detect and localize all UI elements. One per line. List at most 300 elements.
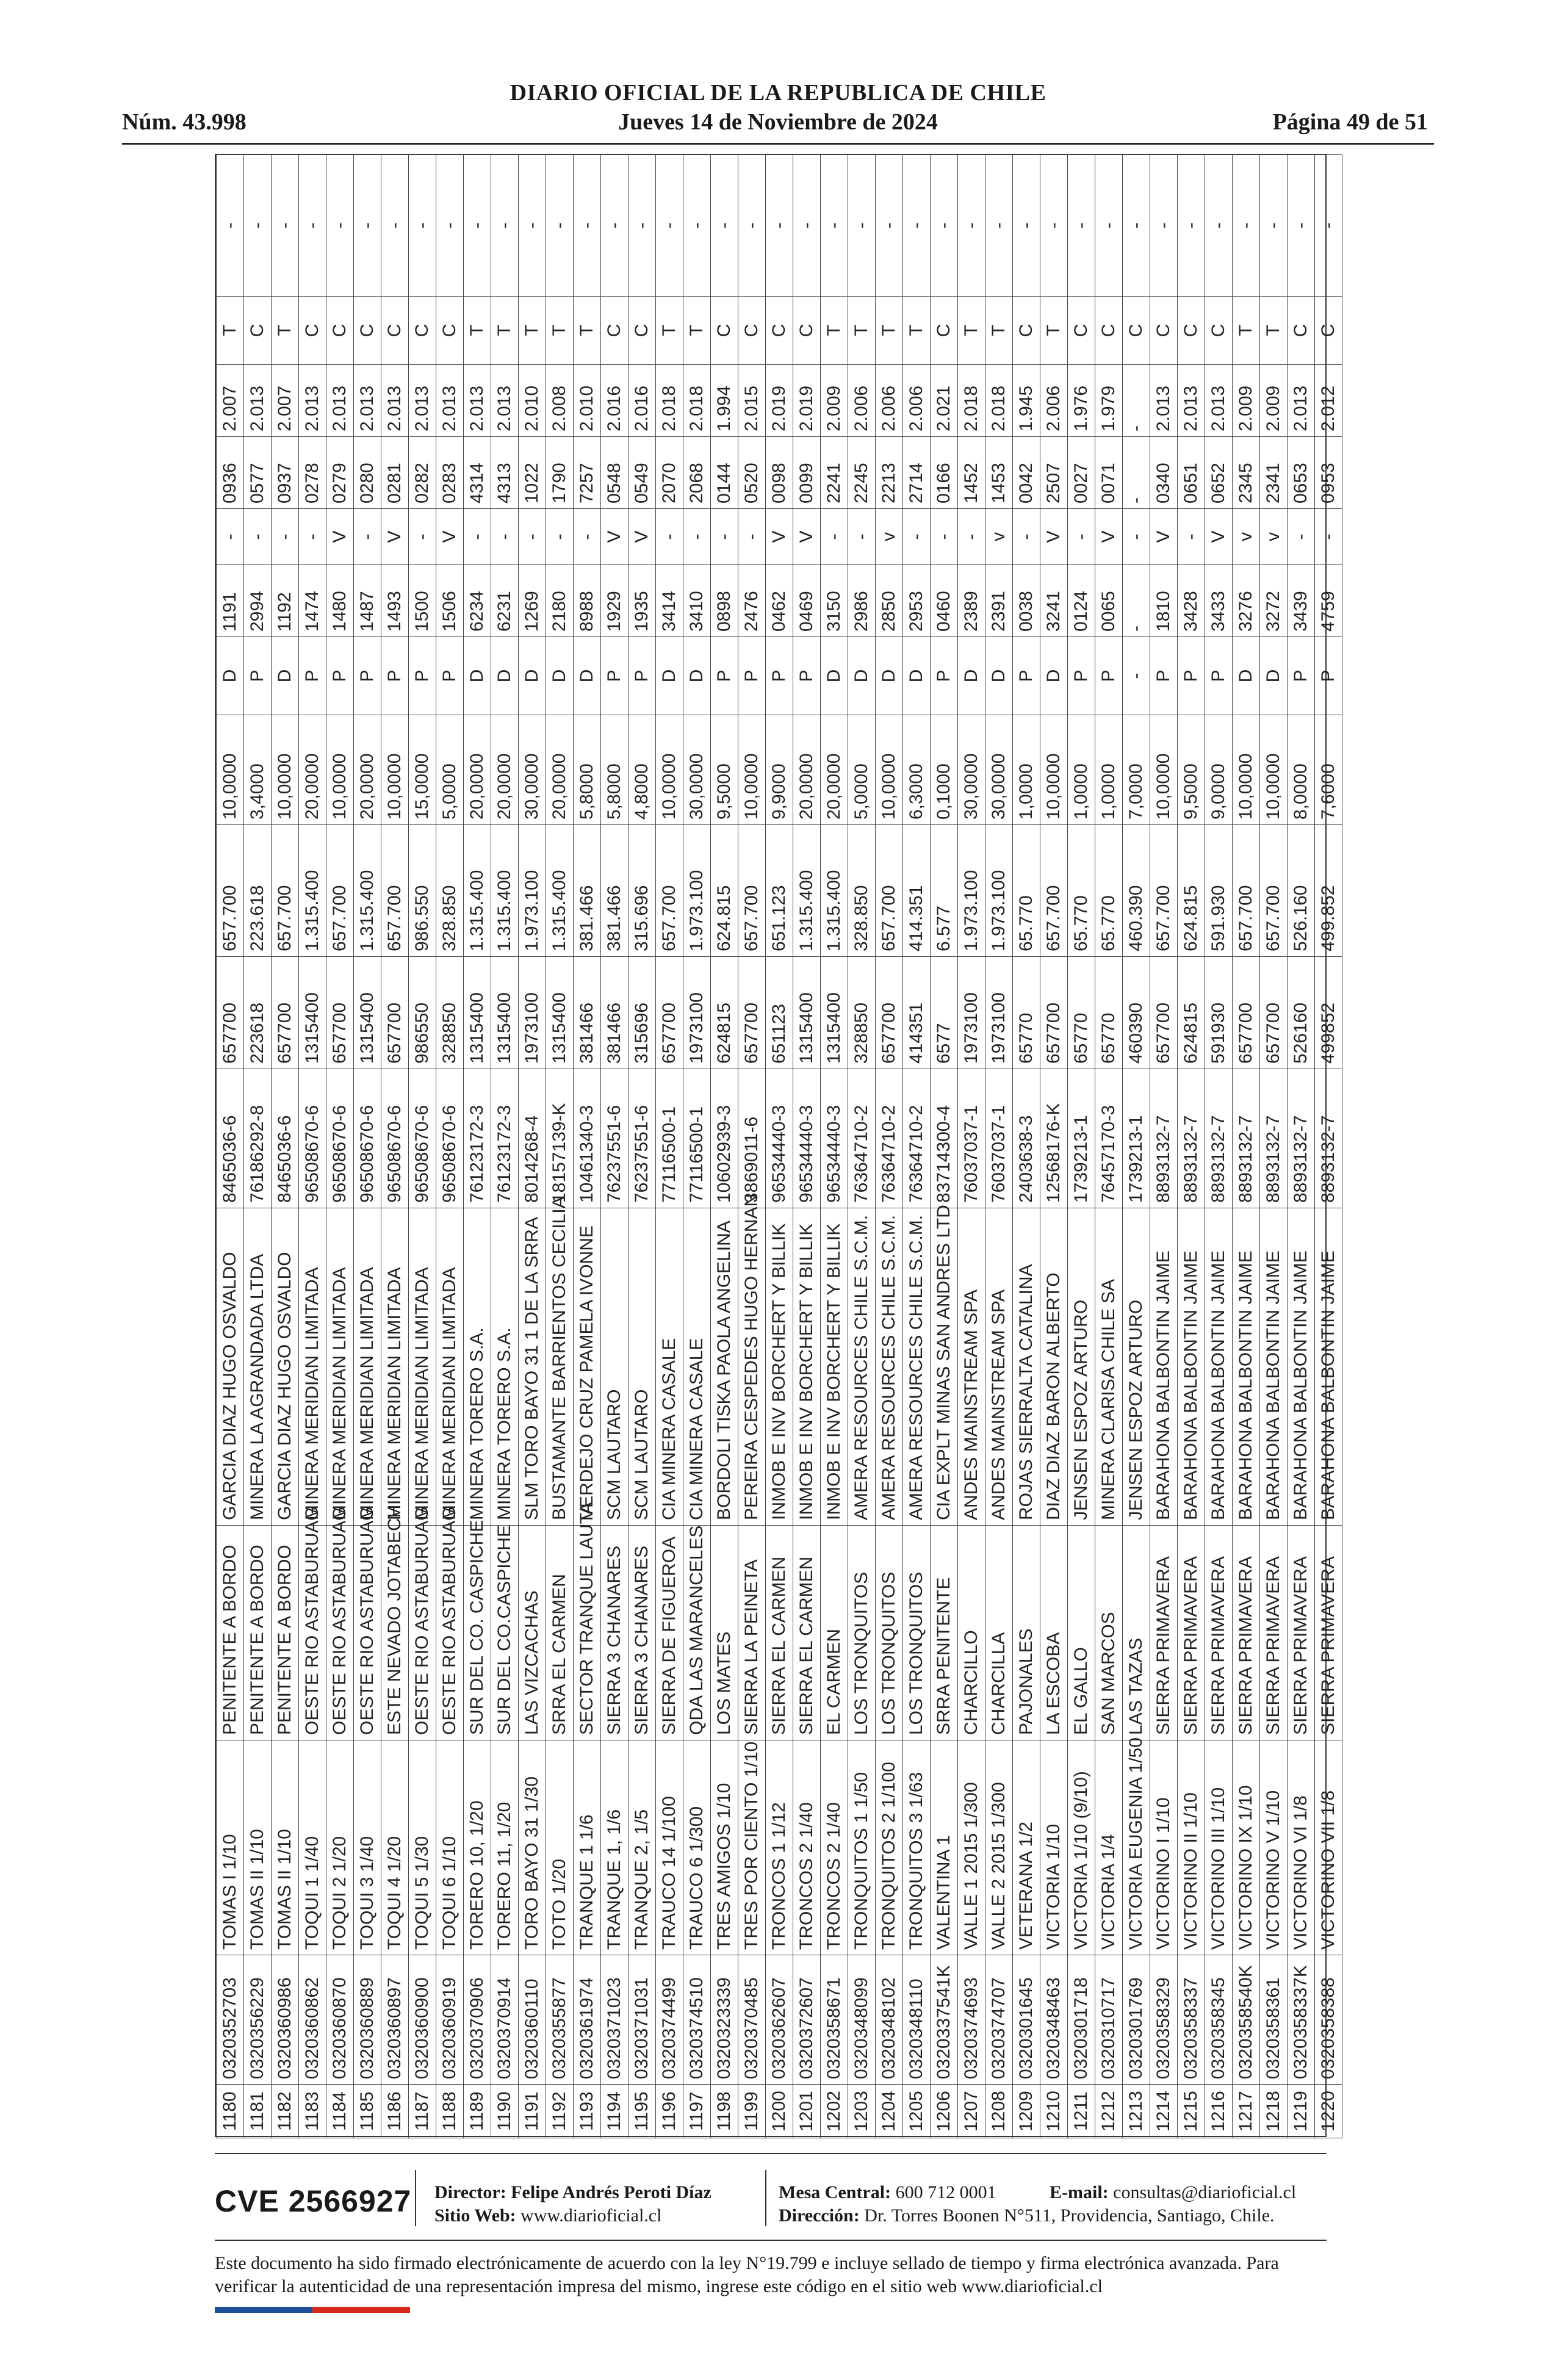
- table-cell: 1192: [272, 565, 299, 637]
- table-cell: SUR DEL CO. CASPICHE: [464, 1526, 491, 1740]
- table-cell: TRAUCO 6 1/300: [683, 1740, 711, 1955]
- table-cell: 0283: [436, 437, 464, 509]
- table-cell: 1189: [464, 2085, 491, 2138]
- table-cell: P: [766, 637, 793, 715]
- page-number: Página 49 de 51: [1272, 109, 1428, 135]
- publication-title: DIARIO OFICIAL DE LA REPUBLICA DE CHILE: [510, 80, 1046, 106]
- table-cell: 9,9000: [766, 715, 793, 825]
- table-cell: 657.700: [876, 825, 903, 957]
- table-cell: T: [876, 297, 903, 365]
- table-cell: 986550: [409, 957, 436, 1069]
- table-cell: 1935: [629, 565, 656, 637]
- table-cell: P: [1288, 637, 1315, 715]
- table-row: [244, 155, 272, 2138]
- table-cell: 0320356229: [244, 1955, 272, 2085]
- publication-date: Jueves 14 de Noviembre de 2024: [618, 109, 938, 135]
- table-cell: 0549: [629, 437, 656, 509]
- table-cell: -: [738, 155, 766, 297]
- table-cell: D: [1233, 637, 1260, 715]
- table-row: [629, 155, 656, 2138]
- table-cell: TRONQUITOS 1 1/50: [848, 1740, 876, 1955]
- table-cell: -: [821, 155, 848, 297]
- table-cell: 2345: [1233, 437, 1260, 509]
- table-cell: 0320360110: [519, 1955, 546, 2085]
- table-cell: P: [409, 637, 436, 715]
- table-cell: 76237551-6: [601, 1069, 629, 1208]
- table-cell: SIERRA 3 CHANARES: [601, 1526, 629, 1740]
- table-cell: 1218: [1260, 2085, 1288, 2138]
- table-cell: T: [1233, 297, 1260, 365]
- table-cell: 3433: [1205, 565, 1233, 637]
- table-cell: 1197: [683, 2085, 711, 2138]
- table-cell: 1195: [629, 2085, 656, 2138]
- table-row: [326, 155, 354, 2138]
- table-cell: 0320374510: [683, 1955, 711, 2085]
- table-cell: 0320348110: [903, 1955, 931, 2085]
- table-cell: MINERA MERIDIAN LIMITADA: [299, 1208, 326, 1526]
- table-cell: 1.973.100: [519, 825, 546, 957]
- table-cell: 20,0000: [464, 715, 491, 825]
- table-cell: C: [354, 297, 381, 365]
- table-cell: T: [903, 297, 931, 365]
- table-cell: 657.700: [1233, 825, 1260, 957]
- table-cell: 1204: [876, 2085, 903, 2138]
- table-cell: 18157139-K: [546, 1069, 574, 1208]
- table-cell: 9,5000: [1178, 715, 1205, 825]
- table-cell: 1.315.400: [821, 825, 848, 957]
- website-line: [434, 2205, 661, 2226]
- table-row: [1315, 155, 1342, 2138]
- table-cell: 0548: [601, 437, 629, 509]
- table-cell: 1.315.400: [491, 825, 519, 957]
- table-cell: C: [1315, 297, 1342, 365]
- table-cell: 526.160: [1288, 825, 1315, 957]
- table-cell: BUSTAMANTE BARRIENTOS CECILIA: [546, 1208, 574, 1526]
- table-cell: D: [217, 637, 244, 715]
- registry-table-body: [217, 155, 1342, 2138]
- table-cell: 657.700: [381, 825, 409, 957]
- table-cell: P: [793, 637, 821, 715]
- table-cell: 1315400: [821, 957, 848, 1069]
- table-cell: 1214: [1150, 2085, 1178, 2138]
- table-cell: 0,1000: [931, 715, 958, 825]
- table-cell: EL CARMEN: [821, 1526, 848, 1740]
- table-cell: 2.013: [409, 365, 436, 437]
- registry-table-frame: [215, 154, 1338, 2137]
- table-cell: 0953: [1315, 437, 1342, 509]
- table-cell: 4314: [464, 437, 491, 509]
- table-cell: 0320358540K: [1233, 1955, 1260, 2085]
- table-row: [821, 155, 848, 2138]
- table-cell: 9,0000: [1205, 715, 1233, 825]
- table-cell: 0460: [931, 565, 958, 637]
- table-cell: 2994: [244, 565, 272, 637]
- table-cell: 1.973.100: [985, 825, 1013, 957]
- footer-separator: [415, 2170, 416, 2226]
- table-cell: -: [656, 509, 683, 565]
- table-cell: 1206: [931, 2085, 958, 2138]
- table-cell: -: [766, 155, 793, 297]
- table-cell: 83714300-4: [931, 1069, 958, 1208]
- table-cell: 1200: [766, 2085, 793, 2138]
- table-cell: 1.315.400: [546, 825, 574, 957]
- table-cell: 1201: [793, 2085, 821, 2138]
- table-cell: MINERA MERIDIAN LIMITADA: [436, 1208, 464, 1526]
- table-cell: 0320358345: [1205, 1955, 1233, 2085]
- table-cell: 1198: [711, 2085, 738, 2138]
- table-cell: -: [464, 155, 491, 297]
- table-cell: 414351: [903, 957, 931, 1069]
- table-cell: 10,0000: [326, 715, 354, 825]
- table-cell: 0320337541K: [931, 1955, 958, 2085]
- website-link[interactable]: www.diarioficial.cl: [520, 2205, 662, 2226]
- table-cell: 0042: [1013, 437, 1040, 509]
- table-cell: INMOB E INV BORCHERT Y BILLIK: [821, 1208, 848, 1526]
- table-cell: TOQUI 4 1/20: [381, 1740, 409, 1955]
- table-cell: VERDEJO CRUZ PAMELA IVONNE: [574, 1208, 601, 1526]
- table-cell: 10,0000: [1040, 715, 1068, 825]
- table-cell: 0099: [793, 437, 821, 509]
- director-line: [434, 2182, 711, 2203]
- table-cell: 657700: [876, 957, 903, 1069]
- table-cell: 0320310717: [1095, 1955, 1123, 2085]
- table-row: [409, 155, 436, 2138]
- table-row: [1178, 155, 1205, 2138]
- table-cell: 1180: [217, 2085, 244, 2138]
- table-cell: PAJONALES: [1013, 1526, 1040, 1740]
- table-cell: C: [711, 297, 738, 365]
- table-cell: D: [985, 637, 1013, 715]
- table-cell: EL GALLO: [1068, 1526, 1095, 1740]
- table-cell: ANDES MAINSTREAM SPA: [985, 1208, 1013, 1526]
- table-cell: 0320301769: [1123, 1955, 1150, 2085]
- table-cell: T: [1040, 297, 1068, 365]
- table-cell: C: [244, 297, 272, 365]
- table-row: [766, 155, 793, 2138]
- footer-separator: [765, 2170, 766, 2226]
- table-cell: CIA EXPLT MINAS SAN ANDRES LTD: [931, 1208, 958, 1526]
- table-cell: PENITENTE A BORDO: [244, 1526, 272, 1740]
- table-cell: TRANQUE 1, 1/6: [601, 1740, 629, 1955]
- table-cell: C: [1205, 297, 1233, 365]
- table-cell: P: [1178, 637, 1205, 715]
- table-cell: 1315400: [299, 957, 326, 1069]
- table-cell: 1480: [326, 565, 354, 637]
- table-cell: INMOB E INV BORCHERT Y BILLIK: [793, 1208, 821, 1526]
- table-row: [931, 155, 958, 2138]
- table-cell: 77116500-1: [656, 1069, 683, 1208]
- table-cell: 1.979: [1095, 365, 1123, 437]
- table-cell: 76364710-2: [848, 1069, 876, 1208]
- table-cell: 0320301645: [1013, 1955, 1040, 2085]
- table-cell: C: [793, 297, 821, 365]
- table-cell: D: [683, 637, 711, 715]
- table-cell: VALLE 2 2015 1/300: [985, 1740, 1013, 1955]
- table-cell: 65770: [1068, 957, 1095, 1069]
- table-cell: 1196: [656, 2085, 683, 2138]
- table-cell: SIERRA 3 CHANARES: [629, 1526, 656, 1740]
- email-link[interactable]: consultas@diarioficial.cl: [1113, 2182, 1297, 2202]
- table-cell: 10,0000: [876, 715, 903, 825]
- table-cell: 1315400: [464, 957, 491, 1069]
- table-cell: T: [519, 297, 546, 365]
- table-cell: 2.018: [656, 365, 683, 437]
- director-name: Felipe Andrés Peroti Díaz: [511, 2182, 711, 2202]
- table-cell: -: [326, 155, 354, 297]
- table-cell: BORDOLI TISKA PAOLA ANGELINA: [711, 1208, 738, 1526]
- table-cell: 3272: [1260, 565, 1288, 637]
- table-cell: 6577: [931, 957, 958, 1069]
- table-cell: -: [1013, 509, 1040, 565]
- table-cell: 0320360919: [436, 1955, 464, 2085]
- table-cell: 0320348102: [876, 1955, 903, 2085]
- table-cell: -: [601, 155, 629, 297]
- table-cell: 657.700: [217, 825, 244, 957]
- table-cell: -: [354, 155, 381, 297]
- table-cell: T: [574, 297, 601, 365]
- table-cell: T: [821, 297, 848, 365]
- table-cell: 657700: [217, 957, 244, 1069]
- table-cell: OESTE RIO ASTABURUAG: [409, 1526, 436, 1740]
- table-cell: 8988: [574, 565, 601, 637]
- table-cell: 0653: [1288, 437, 1315, 509]
- table-cell: 526160: [1288, 957, 1315, 1069]
- table-cell: T: [1260, 297, 1288, 365]
- table-cell: 1205: [903, 2085, 931, 2138]
- table-cell: 4759: [1315, 565, 1342, 637]
- table-cell: V: [1150, 509, 1178, 565]
- table-cell: 2.012: [1315, 365, 1342, 437]
- table-cell: -: [574, 509, 601, 565]
- table-cell: MINERA MERIDIAN LIMITADA: [381, 1208, 409, 1526]
- table-cell: D: [1260, 637, 1288, 715]
- table-cell: -: [299, 509, 326, 565]
- table-cell: 624815: [1178, 957, 1205, 1069]
- table-cell: 0520: [738, 437, 766, 509]
- table-cell: 0279: [326, 437, 354, 509]
- table-cell: 2.015: [738, 365, 766, 437]
- table-cell: MINERA MERIDIAN LIMITADA: [409, 1208, 436, 1526]
- table-cell: SIERRA PRIMAVERA: [1150, 1526, 1178, 1740]
- table-cell: 2.013: [491, 365, 519, 437]
- table-cell: 657.700: [1260, 825, 1288, 957]
- table-cell: P: [354, 637, 381, 715]
- table-cell: 2.019: [766, 365, 793, 437]
- table-cell: -: [683, 155, 711, 297]
- table-cell: 460390: [1123, 957, 1150, 1069]
- table-cell: -: [1068, 509, 1095, 565]
- table-cell: P: [1150, 637, 1178, 715]
- table-cell: 1185: [354, 2085, 381, 2138]
- table-cell: -: [1150, 155, 1178, 297]
- table-cell: T: [848, 297, 876, 365]
- table-cell: 624.815: [1178, 825, 1205, 957]
- table-cell: 1207: [958, 2085, 985, 2138]
- table-cell: -: [354, 509, 381, 565]
- table-cell: D: [876, 637, 903, 715]
- table-cell: TRANQUE 2, 1/5: [629, 1740, 656, 1955]
- flag-stripe-blue: [215, 2307, 312, 2313]
- table-cell: 2389: [958, 565, 985, 637]
- table-cell: C: [1068, 297, 1095, 365]
- table-cell: 1202: [821, 2085, 848, 2138]
- table-cell: 3428: [1178, 565, 1205, 637]
- table-cell: 2.007: [272, 365, 299, 437]
- table-cell: 0652: [1205, 437, 1233, 509]
- flag-stripe-red: [312, 2307, 410, 2313]
- table-cell: BARAHONA BALBONTIN JAIME: [1315, 1208, 1342, 1526]
- table-cell: SCM LAUTARO: [629, 1208, 656, 1526]
- table-cell: -: [738, 509, 766, 565]
- table-cell: C: [738, 297, 766, 365]
- table-cell: 0320358337: [1178, 1955, 1205, 2085]
- table-cell: VALLE 1 2015 1/300: [958, 1740, 985, 1955]
- table-cell: SECTOR TRANQUE LAUTA: [574, 1526, 601, 1740]
- table-cell: 0320301718: [1068, 1955, 1095, 2085]
- table-cell: V: [793, 509, 821, 565]
- table-cell: P: [1068, 637, 1095, 715]
- table-cell: 1022: [519, 437, 546, 509]
- table-cell: BARAHONA BALBONTIN JAIME: [1233, 1208, 1260, 1526]
- table-cell: C: [1178, 297, 1205, 365]
- table-cell: 1.315.400: [299, 825, 326, 957]
- table-cell: D: [491, 637, 519, 715]
- table-cell: 657.700: [656, 825, 683, 957]
- table-row: [272, 155, 299, 2138]
- table-cell: 2.013: [326, 365, 354, 437]
- table-cell: GARCIA DIAZ HUGO OSVALDO: [217, 1208, 244, 1526]
- table-cell: 96508670-6: [436, 1069, 464, 1208]
- table-cell: 0340: [1150, 437, 1178, 509]
- table-cell: JENSEN ESPOZ ARTURO: [1123, 1208, 1150, 1526]
- table-cell: 657.700: [326, 825, 354, 957]
- table-cell: 381.466: [574, 825, 601, 957]
- table-cell: 2.009: [1260, 365, 1288, 437]
- table-cell: 1.315.400: [354, 825, 381, 957]
- table-cell: C: [931, 297, 958, 365]
- table-cell: 5,8000: [601, 715, 629, 825]
- table-cell: 0124: [1068, 565, 1095, 637]
- table-cell: v: [876, 509, 903, 565]
- table-cell: D: [574, 637, 601, 715]
- table-cell: 0577: [244, 437, 272, 509]
- table-cell: 657700: [1260, 957, 1288, 1069]
- table-cell: 0038: [1013, 565, 1040, 637]
- table-cell: 328.850: [436, 825, 464, 957]
- table-cell: 76364710-2: [876, 1069, 903, 1208]
- table-cell: SRRA EL CARMEN: [546, 1526, 574, 1740]
- table-cell: TOQUI 5 1/30: [409, 1740, 436, 1955]
- table-cell: 10,0000: [381, 715, 409, 825]
- table-cell: P: [381, 637, 409, 715]
- table-cell: 0320374693: [958, 1955, 985, 2085]
- table-cell: 0320371023: [601, 1955, 629, 2085]
- table-cell: -: [1205, 155, 1233, 297]
- table-cell: 96534440-3: [821, 1069, 848, 1208]
- table-cell: 7,6000: [1315, 715, 1342, 825]
- table-cell: 1192: [546, 2085, 574, 2138]
- table-cell: V: [436, 509, 464, 565]
- table-cell: OESTE RIO ASTABURUAG: [436, 1526, 464, 1740]
- table-cell: -: [436, 155, 464, 297]
- table-cell: 76237551-6: [629, 1069, 656, 1208]
- table-cell: 657.700: [1040, 825, 1068, 957]
- table-cell: 499852: [1315, 957, 1342, 1069]
- table-cell: T: [491, 297, 519, 365]
- table-row: [1260, 155, 1288, 2138]
- legal-notice: Este documento ha sido firmado electrónicamente de acuerdo con la ley N°19.799 e incluye sellado de tiempo y firma electrónica avanzada. Para verificar la autenticidad de una representación impresa del mismo, ingrese este código en el sitio web www.diarioficial.cl: [215, 2253, 1279, 2296]
- address-value: Dr. Torres Boonen N°511, Providencia, Santiago, Chile.: [864, 2205, 1275, 2226]
- table-cell: 1188: [436, 2085, 464, 2138]
- table-cell: 1.973.100: [958, 825, 985, 957]
- table-cell: 0320360986: [272, 1955, 299, 2085]
- table-cell: TOQUI 3 1/40: [354, 1740, 381, 1955]
- table-cell: 1211: [1068, 2085, 1095, 2138]
- table-cell: TRONQUITOS 2 1/100: [876, 1740, 903, 1955]
- table-cell: 1217: [1233, 2085, 1260, 2138]
- table-cell: 10,0000: [656, 715, 683, 825]
- table-cell: 12568176-K: [1040, 1069, 1068, 1208]
- table-cell: 5,0000: [436, 715, 464, 825]
- table-cell: T: [546, 297, 574, 365]
- registry-table: [216, 154, 1342, 2138]
- table-cell: C: [381, 297, 409, 365]
- table-cell: D: [272, 637, 299, 715]
- table-row: [1150, 155, 1178, 2138]
- table-cell: 1209: [1013, 2085, 1040, 2138]
- table-cell: 65770: [1095, 957, 1123, 1069]
- table-cell: 96534440-3: [766, 1069, 793, 1208]
- table-cell: 0320360870: [326, 1955, 354, 2085]
- table-cell: 657700: [656, 957, 683, 1069]
- table-row: [1123, 155, 1150, 2138]
- table-cell: 30,0000: [519, 715, 546, 825]
- table-cell: 2.013: [1288, 365, 1315, 437]
- table-row: [656, 155, 683, 2138]
- table-cell: P: [629, 637, 656, 715]
- table-cell: 1973100: [958, 957, 985, 1069]
- table-cell: 10,0000: [1260, 715, 1288, 825]
- table-cell: 2241: [821, 437, 848, 509]
- table-cell: 7257: [574, 437, 601, 509]
- table-cell: 657.700: [272, 825, 299, 957]
- table-cell: SIERRA PRIMAVERA: [1178, 1526, 1205, 1740]
- table-cell: 2.006: [876, 365, 903, 437]
- table-cell: 7,0000: [1123, 715, 1150, 825]
- table-cell: D: [958, 637, 985, 715]
- table-cell: 1,0000: [1013, 715, 1040, 825]
- table-cell: SIERRA LA PEINETA: [738, 1526, 766, 1740]
- table-cell: 657700: [381, 957, 409, 1069]
- table-cell: VICTORINO I 1/10: [1150, 1740, 1178, 1955]
- table-cell: -: [711, 155, 738, 297]
- table-cell: LOS MATES: [711, 1526, 738, 1740]
- table-cell: LA ESCOBA: [1040, 1526, 1068, 1740]
- table-cell: 2.006: [1040, 365, 1068, 437]
- table-cell: T: [958, 297, 985, 365]
- table-cell: 1,0000: [1095, 715, 1123, 825]
- table-cell: SAN MARCOS: [1095, 1526, 1123, 1740]
- table-cell: -: [1040, 155, 1068, 297]
- table-cell: 3439: [1288, 565, 1315, 637]
- table-cell: 65.770: [1068, 825, 1095, 957]
- table-cell: 1315400: [546, 957, 574, 1069]
- table-cell: -: [217, 155, 244, 297]
- table-row: [1233, 155, 1260, 2138]
- table-cell: 1182: [272, 2085, 299, 2138]
- table-cell: SRRA PENITENTE: [931, 1526, 958, 1740]
- table-cell: -: [1178, 155, 1205, 297]
